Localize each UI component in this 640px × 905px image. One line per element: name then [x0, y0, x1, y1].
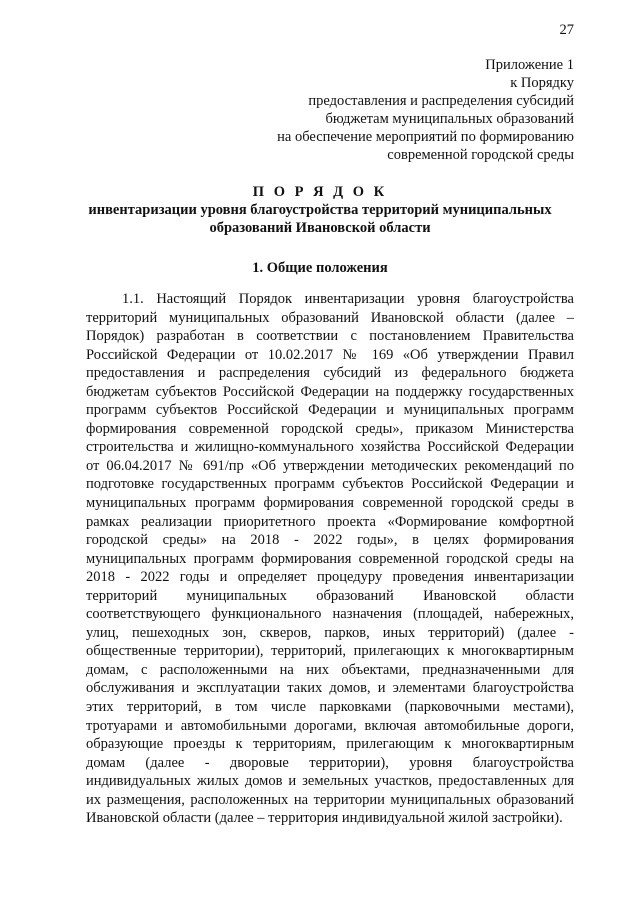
page-number: 27: [559, 22, 574, 38]
body-paragraph: 1.1. Настоящий Порядок инвентаризации уровня благоустройства территорий муниципальных образований Ивановской области (далее – Порядок) разработан в соответствии с постановлением Правительства Российской Федерации от 10.02.2017 № 169 «Об утверждении Правил предоставления и распределения субсидий из федерального бюджета бюджетам субъектов Российской Федерации на поддержку государственных программ субъектов Российской Федерации и муниципальных программ формирования современной городской среды», приказом Министерства строительства и жилищно-коммунального хозяйства Российской Федерации от 06.04.2017 № 691/пр «Об утверждении методических рекомендаций по подготовке государственных программ субъектов Российской Федерации и муниципальных программ формирования современной городской среды в рамках реализации приоритетного проекта «Формирование комфортной городской среды» на 2018 - 2022 годы», в целях формирования муниципальных программ формирования современной городской среды на 2018 - 2022 годы и определяет процедуру проведения инвентаризации территорий муниципальных образований Ивановской области соответствующего функционального назначения (площадей, набережных, улиц, пешеходных зон, скверов, парков, иных территорий) (далее - общественные территории), территорий, прилегающих к многоквартирным домам, с расположенными на них объектами, предназначенными для обслуживания и эксплуатации таких домов, и элементами благоустройства этих территорий, в том числе парковками (парковочными местами), тротуарами и автомобильными дорогами, включая автомобильные дороги, образующие проезды к территориям, прилегающим к многоквартирным домам (далее - дворовые территории), уровня благоустройства индивидуальных жилых домов и земельных участков, предоставленных для их размещения, расположенных на территории муниципальных образований Ивановской области (далее – территория индивидуальной жилой застройки).: [86, 291, 574, 827]
document-title: П О Р Я Д О К: [252, 184, 388, 200]
appendix-line: Приложение 1: [485, 57, 574, 73]
appendix-line: бюджетам муниципальных образований: [325, 111, 574, 127]
document-title-block: [66, 183, 574, 237]
appendix-line: к Порядку: [510, 75, 574, 91]
appendix-line: предоставления и распределения субсидий: [308, 93, 574, 109]
appendix-line: современной городской среды: [387, 147, 574, 163]
section-heading: 1. Общие положения: [252, 260, 388, 276]
appendix-header: [154, 56, 574, 164]
document-subtitle: инвентаризации уровня благоустройства территорий муниципальных образований Ивановской области: [88, 202, 552, 236]
appendix-line: на обеспечение мероприятий по формированию: [277, 129, 574, 145]
